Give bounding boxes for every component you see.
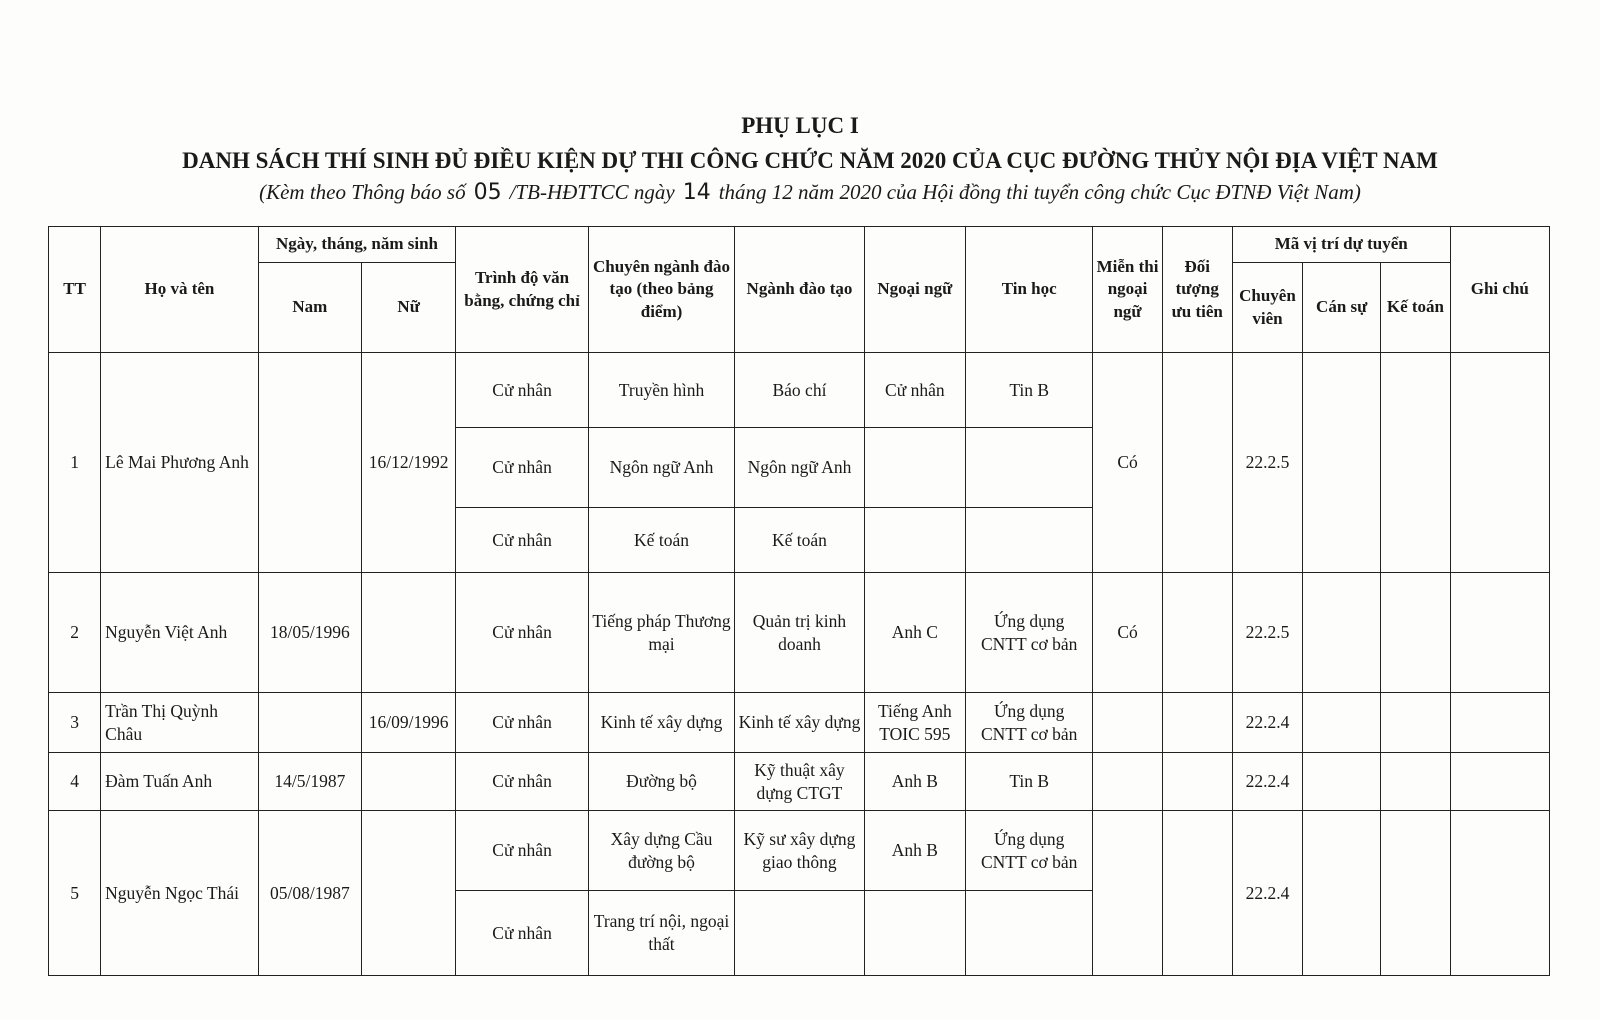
cell-field: Kinh tế xây dựng	[735, 693, 864, 753]
header-degree: Trình độ văn bằng, chứng chỉ	[456, 227, 588, 353]
cell-field: Kỹ sư xây dựng giao thông	[735, 811, 864, 891]
cell-specialist: 22.2.5	[1232, 573, 1302, 693]
appendix-title: PHỤ LỤC I	[741, 113, 859, 138]
cell-it	[966, 891, 1093, 976]
cell-officer	[1303, 353, 1381, 573]
subtitle-part-1: (Kèm theo Thông báo số	[259, 180, 466, 204]
cell-it	[966, 428, 1093, 508]
cell-major: Trang trí nội, ngoại thất	[588, 891, 734, 976]
cell-priority	[1162, 573, 1232, 693]
table-row	[49, 811, 1550, 891]
cell-name: Trần Thị Quỳnh Châu	[101, 693, 259, 753]
cell-major: Tiếng pháp Thương mại	[588, 573, 734, 693]
cell-specialist: 22.2.5	[1232, 353, 1302, 573]
cell-field: Báo chí	[735, 353, 864, 428]
cell-female: 16/12/1992	[362, 353, 456, 573]
header-specialist: Chuyên viên	[1232, 263, 1302, 353]
header-language: Ngoại ngữ	[864, 227, 965, 353]
cell-exempt: Có	[1093, 573, 1162, 693]
header-field: Ngành đào tạo	[735, 227, 864, 353]
cell-female	[362, 573, 456, 693]
cell-language: Anh B	[864, 811, 965, 891]
cell-language	[864, 891, 965, 976]
cell-field: Ngôn ngữ Anh	[735, 428, 864, 508]
cell-priority	[1162, 353, 1232, 573]
cell-specialist: 22.2.4	[1232, 811, 1302, 976]
header-name: Họ và tên	[101, 227, 259, 353]
subtitle	[60, 180, 1560, 205]
cell-specialist: 22.2.4	[1232, 753, 1302, 811]
header-dob: Ngày, tháng, năm sinh	[258, 227, 456, 263]
cell-officer	[1303, 693, 1381, 753]
cell-major: Kinh tế xây dựng	[588, 693, 734, 753]
cell-language: Anh C	[864, 573, 965, 693]
cell-field	[735, 891, 864, 976]
header-it: Tin học	[966, 227, 1093, 353]
cell-field: Kỹ thuật xây dựng CTGT	[735, 753, 864, 811]
table-row	[49, 573, 1550, 693]
cell-it: Ứng dụng CNTT cơ bản	[966, 573, 1093, 693]
cell-degree: Cử nhân	[456, 693, 588, 753]
cell-major: Xây dựng Cầu đường bộ	[588, 811, 734, 891]
cell-officer	[1303, 573, 1381, 693]
cell-officer	[1303, 811, 1381, 976]
cell-accountant	[1381, 811, 1450, 976]
table-row	[49, 353, 1550, 428]
candidate-table	[48, 226, 1550, 976]
header-officer: Cán sự	[1303, 263, 1381, 353]
cell-accountant	[1381, 573, 1450, 693]
cell-male: 05/08/1987	[258, 811, 361, 976]
cell-major: Ngôn ngữ Anh	[588, 428, 734, 508]
cell-degree: Cử nhân	[456, 508, 588, 573]
cell-female	[362, 753, 456, 811]
cell-name: Lê Mai Phương Anh	[101, 353, 259, 573]
cell-exempt	[1093, 693, 1162, 753]
cell-name: Nguyễn Ngọc Thái	[101, 811, 259, 976]
main-title: DANH SÁCH THÍ SINH ĐỦ ĐIỀU KIỆN DỰ THI CÔNG CHỨC NĂM 2020 CỦA CỤC ĐƯỜNG THỦY NỘI ĐỊA VIỆT NAM	[182, 148, 1438, 173]
cell-degree: Cử nhân	[456, 891, 588, 976]
cell-exempt	[1093, 811, 1162, 976]
cell-tt: 5	[49, 811, 101, 976]
header-exempt: Miễn thi ngoại ngữ	[1093, 227, 1162, 353]
cell-note	[1450, 353, 1549, 573]
header-note: Ghi chú	[1450, 227, 1549, 353]
cell-accountant	[1381, 353, 1450, 573]
table-row	[49, 753, 1550, 811]
header-major: Chuyên ngành đào tạo (theo bảng điểm)	[588, 227, 734, 353]
cell-female: 16/09/1996	[362, 693, 456, 753]
cell-tt: 3	[49, 693, 101, 753]
cell-degree: Cử nhân	[456, 353, 588, 428]
cell-tt: 2	[49, 573, 101, 693]
header-male: Nam	[258, 263, 361, 353]
cell-major: Truyền hình	[588, 353, 734, 428]
cell-note	[1450, 693, 1549, 753]
cell-name: Nguyễn Việt Anh	[101, 573, 259, 693]
header-tt: TT	[49, 227, 101, 353]
cell-male	[258, 693, 361, 753]
cell-priority	[1162, 753, 1232, 811]
cell-officer	[1303, 753, 1381, 811]
notice-day: 14	[682, 180, 711, 205]
notice-number: 05	[473, 180, 502, 205]
header-position-code: Mã vị trí dự tuyển	[1232, 227, 1450, 263]
cell-tt: 4	[49, 753, 101, 811]
cell-it: Tin B	[966, 753, 1093, 811]
table-row	[49, 693, 1550, 753]
cell-it: Ứng dụng CNTT cơ bản	[966, 693, 1093, 753]
cell-name: Đàm Tuấn Anh	[101, 753, 259, 811]
cell-field: Quản trị kinh doanh	[735, 573, 864, 693]
header-accountant: Kế toán	[1381, 263, 1450, 353]
header-priority: Đối tượng ưu tiên	[1162, 227, 1232, 353]
cell-language	[864, 508, 965, 573]
cell-priority	[1162, 693, 1232, 753]
cell-it: Tin B	[966, 353, 1093, 428]
cell-exempt	[1093, 753, 1162, 811]
cell-degree: Cử nhân	[456, 811, 588, 891]
subtitle-part-3: tháng 12 năm 2020 của Hội đồng thi tuyển công chức Cục ĐTNĐ Việt Nam)	[718, 180, 1361, 204]
cell-it: Ứng dụng CNTT cơ bản	[966, 811, 1093, 891]
cell-male: 18/05/1996	[258, 573, 361, 693]
cell-female	[362, 811, 456, 976]
cell-language: Tiếng Anh TOIC 595	[864, 693, 965, 753]
cell-tt: 1	[49, 353, 101, 573]
cell-field: Kế toán	[735, 508, 864, 573]
subtitle-part-2: /TB-HĐTTCC ngày	[509, 180, 675, 204]
cell-degree: Cử nhân	[456, 753, 588, 811]
cell-accountant	[1381, 753, 1450, 811]
cell-major: Đường bộ	[588, 753, 734, 811]
cell-specialist: 22.2.4	[1232, 693, 1302, 753]
cell-accountant	[1381, 693, 1450, 753]
cell-degree: Cử nhân	[456, 573, 588, 693]
header-female: Nữ	[362, 263, 456, 353]
cell-it	[966, 508, 1093, 573]
cell-language	[864, 428, 965, 508]
cell-language: Anh B	[864, 753, 965, 811]
cell-male	[258, 353, 361, 573]
cell-note	[1450, 811, 1549, 976]
cell-exempt: Có	[1093, 353, 1162, 573]
cell-note	[1450, 753, 1549, 811]
cell-priority	[1162, 811, 1232, 976]
cell-major: Kế toán	[588, 508, 734, 573]
cell-note	[1450, 573, 1549, 693]
cell-language: Cử nhân	[864, 353, 965, 428]
cell-degree: Cử nhân	[456, 428, 588, 508]
cell-male: 14/5/1987	[258, 753, 361, 811]
